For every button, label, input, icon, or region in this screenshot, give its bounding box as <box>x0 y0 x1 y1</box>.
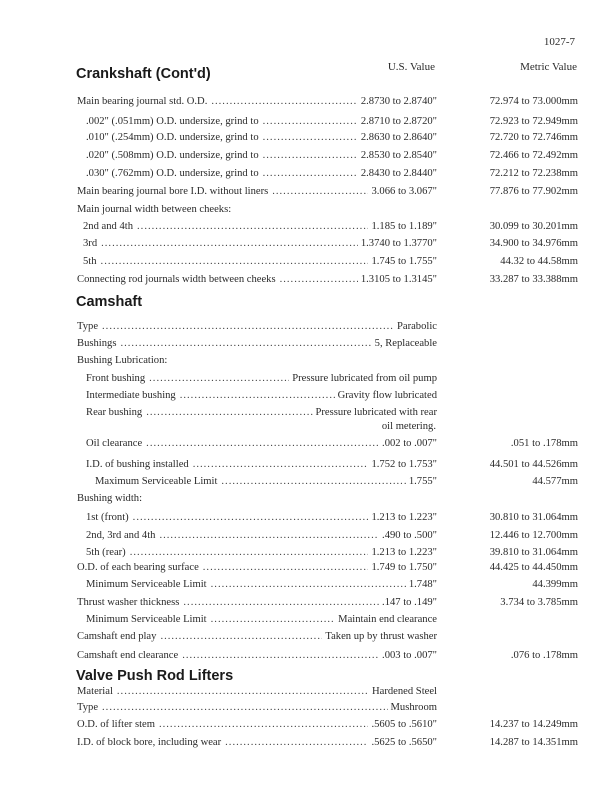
spec-label: Intermediate bushing <box>86 390 176 401</box>
dot-leader <box>133 511 369 525</box>
dot-leader <box>263 149 358 163</box>
spec-row <box>77 596 437 610</box>
spec-label: 1st (front) <box>86 512 129 523</box>
spec-label: O.D. of each bearing surface <box>77 562 199 573</box>
us-value-column-header: U.S. Value <box>387 61 435 73</box>
metric-value: 72.974 to 73.000mm <box>489 96 578 107</box>
us-value: 1.213 to 1.223" <box>371 512 437 523</box>
dot-leader <box>171 354 437 368</box>
spec-row <box>86 131 437 145</box>
section-heading: Valve Push Rod Lifters <box>76 668 234 684</box>
spec-row <box>86 437 437 451</box>
us-value: 1.3105 to 1.3145" <box>360 274 437 285</box>
spec-row <box>77 561 437 575</box>
dot-leader <box>146 492 437 506</box>
spec-row <box>86 613 437 627</box>
section-heading: Crankshaft (Cont'd) <box>76 66 211 82</box>
us-value: 2.8630 to 2.8640" <box>360 132 437 143</box>
dot-leader <box>102 320 394 334</box>
spec-row <box>77 649 437 663</box>
dot-leader <box>137 220 368 234</box>
spec-label: Minimum Serviceable Limit <box>86 579 207 590</box>
spec-row <box>86 389 437 403</box>
dot-leader <box>211 95 358 109</box>
us-value: 1.748" <box>408 579 437 590</box>
spec-label: O.D. of lifter stem <box>77 719 155 730</box>
us-value: 2.8430 to 2.8440" <box>360 168 437 179</box>
us-value: Parabolic <box>396 321 437 332</box>
metric-value: 30.810 to 31.064mm <box>489 512 578 523</box>
us-value: 1.745 to 1.755" <box>371 256 437 267</box>
spec-label: 2nd, 3rd and 4th <box>86 530 156 541</box>
dot-leader <box>102 701 387 715</box>
us-value: 2.8730 to 2.8740" <box>360 96 437 107</box>
dot-leader <box>263 167 358 181</box>
us-value: Pressure lubricated from oil pump <box>292 373 437 384</box>
us-value: 1.749 to 1.750" <box>371 562 437 573</box>
spec-label: 5th <box>83 256 97 267</box>
dot-leader <box>263 131 358 145</box>
metric-value: 44.399mm <box>532 579 578 590</box>
dot-leader <box>101 255 369 269</box>
dot-leader <box>146 406 312 420</box>
metric-value: 44.501 to 44.526mm <box>489 459 578 470</box>
us-value: Maintain end clearance <box>338 614 437 625</box>
spec-label: Type <box>77 702 99 713</box>
us-value: 3.066 to 3.067" <box>371 186 437 197</box>
dot-leader <box>235 203 437 217</box>
us-value: Hardened Steel <box>371 686 437 697</box>
dot-leader <box>182 649 379 663</box>
page-number: 1027-7 <box>543 36 575 48</box>
spec-label: 2nd and 4th <box>83 221 134 232</box>
spec-row <box>77 95 437 109</box>
spec-label: Connecting rod journals width between cheeks <box>77 274 276 285</box>
spec-row <box>77 203 437 217</box>
us-value: Pressure lubricated with rear <box>315 407 437 418</box>
metric-value: 72.212 to 72.238mm <box>489 168 578 179</box>
spec-label: Main journal width between cheeks: <box>77 204 232 215</box>
us-value: 1.3740 to 1.3770" <box>360 238 437 249</box>
metric-value: 72.466 to 72.492mm <box>489 150 578 161</box>
spec-label: Bushings <box>77 338 117 349</box>
metric-value: 77.876 to 77.902mm <box>489 186 578 197</box>
us-value: .490 to .500" <box>382 530 437 541</box>
spec-label: Oil clearance <box>86 438 143 449</box>
metric-value: 30.099 to 30.201mm <box>489 221 578 232</box>
spec-label: Maximum Serviceable Limit <box>95 476 218 487</box>
metric-value: 44.577mm <box>532 476 578 487</box>
dot-leader <box>225 736 368 750</box>
spec-row <box>83 237 437 251</box>
spec-label: Main bearing journal std. O.D. <box>77 96 208 107</box>
us-value-continuation: oil metering. <box>381 421 436 432</box>
metric-value: 14.237 to 14.249mm <box>489 719 578 730</box>
spec-row <box>77 320 437 334</box>
dot-leader <box>101 237 358 251</box>
spec-row <box>86 458 437 472</box>
spec-label: Bushing width: <box>77 493 143 504</box>
spec-label: I.D. of bushing installed <box>86 459 189 470</box>
us-value: .147 to .149" <box>382 597 437 608</box>
metric-value-column-header: Metric Value <box>520 61 577 73</box>
metric-value: 72.923 to 72.949mm <box>489 116 578 127</box>
spec-label: Rear bushing <box>86 407 143 418</box>
spec-row <box>86 372 437 386</box>
metric-value: 3.734 to 3.785mm <box>500 597 578 608</box>
spec-label: .002" (.051mm) O.D. undersize, grind to <box>86 116 259 127</box>
metric-value: 33.287 to 33.388mm <box>489 274 578 285</box>
spec-label: .010" (.254mm) O.D. undersize, grind to <box>86 132 259 143</box>
spec-label: .030" (.762mm) O.D. undersize, grind to <box>86 168 259 179</box>
spec-row <box>77 337 437 351</box>
us-value: 5, Replaceable <box>374 338 437 349</box>
spec-row <box>77 492 437 506</box>
dot-leader <box>149 372 289 386</box>
spec-row <box>77 354 437 368</box>
spec-label: 3rd <box>83 238 98 249</box>
spec-label: Front bushing <box>86 373 146 384</box>
spec-label: I.D. of block bore, including wear <box>77 737 222 748</box>
spec-row <box>77 630 437 644</box>
dot-leader <box>146 437 379 451</box>
dot-leader <box>180 389 335 403</box>
dot-leader <box>203 561 369 575</box>
spec-row <box>77 273 437 287</box>
spec-row <box>77 736 437 750</box>
us-value: 1.213 to 1.223" <box>371 547 437 558</box>
spec-label: Main bearing journal bore I.D. without liners <box>77 186 269 197</box>
us-value: Mushroom <box>390 702 437 713</box>
spec-label: 5th (rear) <box>86 547 126 558</box>
dot-leader <box>193 458 369 472</box>
spec-row <box>86 406 437 420</box>
us-value: 1.752 to 1.753" <box>371 459 437 470</box>
spec-label: Camshaft end clearance <box>77 650 179 661</box>
metric-value: 12.446 to 12.700mm <box>489 530 578 541</box>
spec-row <box>86 149 437 163</box>
dot-leader <box>280 273 358 287</box>
spec-label: Type <box>77 321 99 332</box>
us-value: .5605 to .5610" <box>371 719 437 730</box>
spec-row <box>86 529 437 543</box>
us-value: 2.8710 to 2.8720" <box>360 116 437 127</box>
metric-value: 39.810 to 31.064mm <box>489 547 578 558</box>
dot-leader <box>159 718 368 732</box>
dot-leader <box>159 529 379 543</box>
spec-row <box>86 546 437 560</box>
spec-row <box>83 255 437 269</box>
spec-label: Bushing Lubrication: <box>77 355 168 366</box>
spec-row <box>77 685 437 699</box>
us-value: .5625 to .5650" <box>371 737 437 748</box>
spec-label: .020" (.508mm) O.D. undersize, grind to <box>86 150 259 161</box>
dot-leader <box>117 685 369 699</box>
dot-leader <box>160 630 322 644</box>
spec-label: Thrust washer thickness <box>77 597 180 608</box>
dot-leader <box>263 115 358 129</box>
dot-leader <box>272 185 368 199</box>
spec-row <box>86 511 437 525</box>
metric-value: 44.425 to 44.450mm <box>489 562 578 573</box>
spec-row <box>77 718 437 732</box>
us-value: Gravity flow lubricated <box>337 390 437 401</box>
spec-row <box>86 115 437 129</box>
us-value: .003 to .007" <box>382 650 437 661</box>
dot-leader <box>120 337 371 351</box>
spec-row <box>77 185 437 199</box>
spec-row <box>86 578 437 592</box>
us-value: .002 to .007" <box>382 438 437 449</box>
spec-row <box>86 167 437 181</box>
metric-value: 14.287 to 14.351mm <box>489 737 578 748</box>
metric-value: 34.900 to 34.976mm <box>489 238 578 249</box>
dot-leader <box>130 546 369 560</box>
dot-leader <box>211 613 336 627</box>
section-heading: Camshaft <box>76 294 143 310</box>
metric-value: 44.32 to 44.58mm <box>500 256 578 267</box>
dot-leader <box>183 596 379 610</box>
dot-leader <box>211 578 406 592</box>
spec-row <box>95 475 437 489</box>
spec-label: Minimum Serviceable Limit <box>86 614 207 625</box>
dot-leader <box>221 475 405 489</box>
spec-row <box>83 220 437 234</box>
us-value: 1.755" <box>408 476 437 487</box>
metric-value: 72.720 to 72.746mm <box>489 132 578 143</box>
spec-row <box>77 701 437 715</box>
us-value: 1.185 to 1.189" <box>371 221 437 232</box>
metric-value: .051 to .178mm <box>510 438 578 449</box>
metric-value: .076 to .178mm <box>510 650 578 661</box>
spec-label: Material <box>77 686 113 697</box>
spec-label: Camshaft end play <box>77 631 157 642</box>
us-value: 2.8530 to 2.8540" <box>360 150 437 161</box>
us-value: Taken up by thrust washer <box>325 631 437 642</box>
